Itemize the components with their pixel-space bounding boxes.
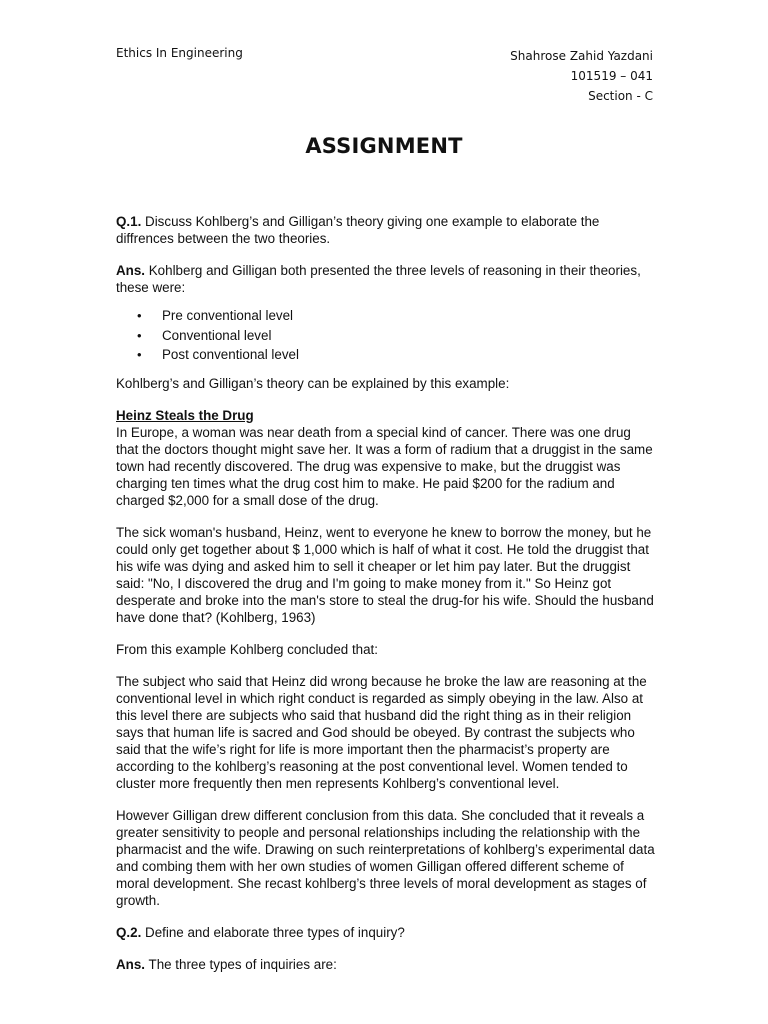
answer-2-text: The three types of inquiries are:: [145, 956, 337, 972]
question-2-text: Define and elaborate three types of inquiry?: [141, 924, 405, 940]
answer-1: [116, 262, 656, 296]
example-intro: Kohlberg’s and Gilligan’s theory can be explained by this example:: [116, 375, 510, 391]
list-item: [116, 306, 656, 326]
question-2: [116, 924, 656, 941]
header-author-block: [510, 46, 653, 106]
bullet-icon: •: [137, 347, 142, 362]
answer-1-text: Kohlberg and Gilligan both presented the three levels of reasoning in their theories, these were:: [116, 263, 641, 295]
list-item: [116, 345, 656, 365]
answer-2: [116, 956, 656, 973]
list-item: [116, 326, 656, 346]
bullet-icon: •: [137, 327, 142, 343]
page-title: ASSIGNMENT: [305, 134, 463, 158]
question-1-label: Q.1.: [116, 214, 142, 229]
kohlberg-paragraph: The subject who said that Heinz did wrong because he broke the law are reasoning at the conventional level in which right conduct is regarded as simply obeying in the law. Also at this level there are subjects who said that husband did the right thing as in their religion says that human life is sacred and God should be obeyed. By contrast the subjects who said that the wife’s right for life is more important then the pharmacist’s property are according to the kohlberg’s reasoning at the post conventional level. Women tended to cluster more frequently then men represents Kohlberg’s conventional level.: [116, 673, 647, 791]
document-body: [116, 213, 656, 973]
bullet-icon: •: [137, 308, 142, 323]
header-id: 101519 – 041: [570, 69, 653, 83]
gilligan-paragraph: However Gilligan drew different conclusion from this data. She concluded that it reveals a greater sensitivity to people and personal relationships including the relationship with the pharmacist and the wife. Drawing on such reinterpretations of kohlberg’s experimental data and combing them with her own studies of women Gilligan offered different scheme of moral development. She recast kohlberg’s three levels of moral development as stages of growth.: [116, 807, 655, 908]
question-1-text: Discuss Kohlberg’s and Gilligan’s theory giving one example to elaborate the diffrences between the two theories.: [116, 214, 600, 246]
question-1: [116, 213, 656, 247]
question-2-label: Q.2.: [116, 924, 142, 940]
heinz-title: Heinz Steals the Drug: [116, 407, 254, 423]
header-section: Section - C: [588, 89, 653, 103]
heinz-paragraph-2: The sick woman's husband, Heinz, went to everyone he knew to borrow the money, but he could only get together about $ 1,000 which is half of what it cost. He told the druggist that his wife was dying and asked him to sell it cheaper or let him pay later. But the druggist said: "No, I discovered the drug and I'm going to make money from it." So Heinz got desperate and broke into the man's store to steal the drug-for his wife. Should the husband have done that? (Kohlberg, 1963): [116, 524, 654, 625]
list-item-label: Post conventional level: [162, 347, 299, 362]
header-course: Ethics In Engineering: [116, 46, 243, 60]
list-item-label: Conventional level: [162, 327, 272, 343]
answer-1-label: Ans.: [116, 263, 146, 278]
conclusion-intro: From this example Kohlberg concluded that:: [116, 641, 379, 657]
header-name: Shahrose Zahid Yazdani: [510, 49, 653, 63]
answer-2-label: Ans.: [116, 956, 146, 972]
list-item-label: Pre conventional level: [162, 308, 294, 323]
levels-list: [116, 306, 656, 365]
heinz-paragraph-1: In Europe, a woman was near death from a special kind of cancer. There was one drug that the doctors thought might save her. It was a form of radium that a druggist in the same town had recently discovered. The drug was expensive to make, but the druggist was charging ten times what the drug cost him to make. He paid $200 for the radium and charged $2,000 for a small dose of the drug.: [116, 424, 653, 508]
